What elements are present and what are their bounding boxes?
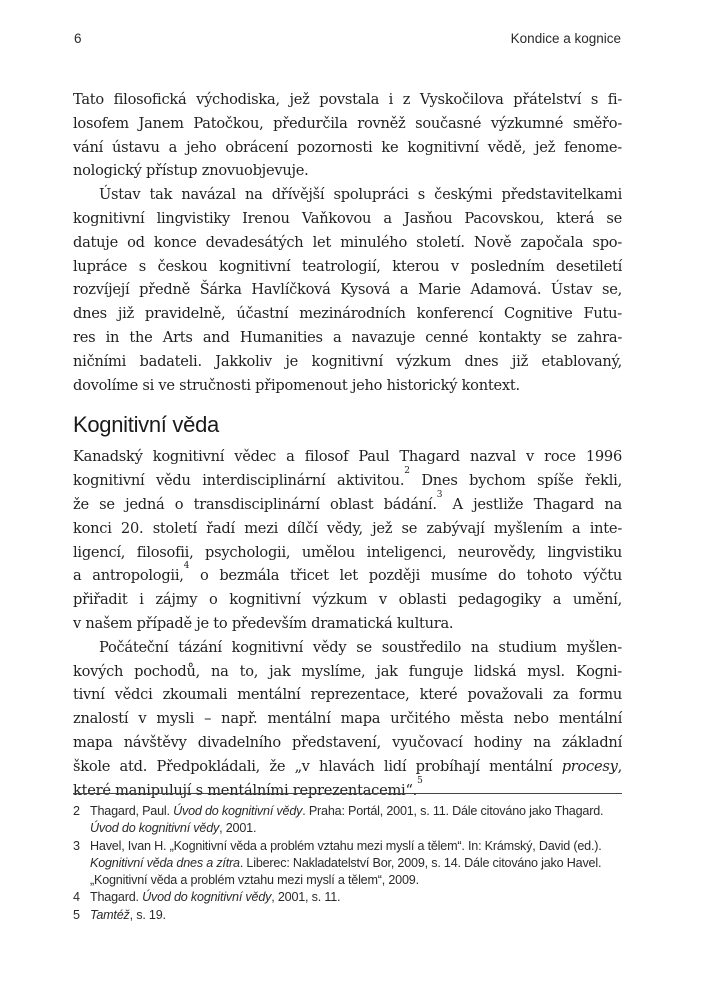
footnote-ref-5[interactable]: 5 — [417, 775, 423, 786]
body-text — [73, 88, 622, 802]
page-number: 6 — [74, 31, 82, 46]
paragraph-intro — [73, 88, 622, 183]
text-line: Počáteční tázání kognitivní vědy se soustředilo na studium myšlen- — [99, 638, 622, 656]
text-line — [73, 466, 622, 493]
footnote-number: 2 — [73, 804, 80, 818]
footnote-text — [90, 889, 633, 906]
footnote-4 — [73, 889, 633, 906]
text-line: konci 20. století řadí mezi dílčí vědy, jež se zabývají myšlením a inte- — [73, 519, 622, 537]
footnote-number: 3 — [73, 838, 80, 853]
footnote-number: 5 — [73, 907, 80, 922]
footnote-ref-4[interactable]: 4 — [183, 561, 190, 572]
text-line: dnes již pravidelně, účastní mezinárodních konferencí Cognitive Futu- — [73, 305, 622, 323]
text-line: v našem případě je to především dramatická kultura. — [73, 614, 454, 632]
paragraph-thagard — [73, 445, 622, 635]
footnote-2 — [73, 803, 633, 838]
footnote-text — [90, 838, 633, 890]
footnote-ref-2[interactable]: 2 — [404, 466, 410, 477]
paragraph-institute — [73, 183, 622, 397]
footnote-3 — [73, 838, 633, 890]
text-segment: Dnes bychom spíše řekli, — [409, 472, 622, 490]
text-line: rozvíjejí předně Šárka Havlíčková Kysová a Marie Adamová. Ústav se, — [73, 281, 622, 299]
footnote-divider — [73, 793, 622, 794]
text-segment: . Praha: Portál, 2001, s. 11. Dále citováno jako Thagard. — [302, 804, 604, 818]
text-line — [73, 561, 622, 588]
text-segment: kognitivní vědu interdisciplinární aktivitou. — [73, 472, 405, 490]
emphasis: procesy — [561, 757, 618, 775]
text-line: Ústav tak navázal na dřívější spolupráci s českými představitelkami — [99, 186, 622, 204]
text-line: ligencí, filosofii, psychologii, umělou inteligenci, neurovědy, lingvistiku — [73, 543, 622, 561]
text-segment: , 2001. — [219, 821, 257, 836]
footnote-number: 4 — [73, 890, 80, 905]
running-title: Kondice a kognice — [510, 31, 621, 46]
text-segment: A jestliže Thagard na — [442, 495, 622, 513]
text-line: kových pochodů, na to, jak myslíme, jak funguje lidská mysl. Kogni- — [73, 662, 622, 680]
text-line — [73, 775, 622, 803]
page-header — [74, 31, 621, 51]
text-line: mapa návštěvy divadelního představení, vyučovací hodiny na základní — [73, 733, 622, 751]
citation-title: Úvod do kognitivní vědy — [173, 804, 303, 818]
text-line: znalostí v mysli – např. mentální mapa určitého města nebo mentální — [73, 710, 622, 728]
citation-title: Kognitivní věda dnes a zítra — [90, 855, 240, 870]
text-segment: , s. 19. — [129, 907, 166, 922]
text-line: dovolíme si ve stručnosti připomenout jeho historický kontext. — [73, 376, 520, 394]
text-line: kognitivní lingvistiky Irenou Vaňkovou a Jasňou Pacovskou, která se — [73, 209, 622, 227]
text-segment: , 2001, s. 11. — [271, 890, 341, 905]
text-line: datuje od konce devadesátých let minulého století. Nově započala spo- — [73, 233, 622, 251]
text-line: Kanadský kognitivní vědec a filosof Paul Thagard nazval v roce 1996 — [73, 448, 622, 466]
text-line: lupráce s českou kognitivní teatrologií, kterou v posledním desetiletí — [73, 257, 622, 275]
text-segment: . Liberec: Nakladatelství Bor, 2009, s. 14. Dále citováno jako Havel. „Kognitivní věda a problém vztahu mezi myslí a tělem“, 2009. — [90, 855, 602, 888]
text-segment: , — [617, 757, 622, 775]
text-line: ničními badateli. Jakkoliv je kognitivní výzkum dnes již etablovaný, — [73, 352, 622, 370]
text-line: res in the Arts and Humanities a navazuje cenné kontakty se zahra- — [73, 328, 622, 346]
text-line: Tato filosofická východiska, jež povstala i z Vyskočilova přátelství s fi- — [73, 91, 622, 108]
paragraph-early-inquiry — [73, 636, 622, 803]
footnote-5 — [73, 907, 633, 924]
citation-title: Úvod do kognitivní vědy — [90, 821, 220, 836]
text-segment: Thagard. — [90, 890, 143, 905]
text-line: nologický přístup znovuobjevuje. — [73, 162, 309, 180]
text-line: vání ústavu a jeho obrácení pozornosti ke kognitivní vědě, jež fenome- — [73, 138, 622, 156]
text-line — [73, 489, 622, 517]
text-line — [73, 755, 622, 779]
footnote-text — [90, 803, 633, 838]
text-segment: Thagard, Paul. — [90, 804, 174, 818]
citation-title: Tamtéž — [90, 907, 130, 922]
section-heading: Kognitivní věda — [73, 412, 219, 438]
footnote-ref-3[interactable]: 3 — [436, 489, 443, 500]
text-segment: Havel, Ivan H. „Kognitivní věda a problém vztahu mezi myslí a tělem“. In: Krámský, David (ed.). — [90, 838, 602, 853]
text-segment: o bezmála třicet let později musíme do tohoto výčtu — [189, 567, 622, 585]
text-segment: že se jedná o transdisciplinární oblast bádání. — [73, 495, 437, 513]
footnote-text — [90, 907, 633, 924]
text-line: tivní vědci zkoumali mentální reprezentace, které považovali za formu — [73, 686, 622, 704]
text-segment: škole atd. Předpokládali, že „v hlavách lidí probíhají mentální — [73, 757, 562, 775]
text-line: přiřadit i zájmy o kognitivní výzkum v oblasti pedagogiky a umění, — [73, 591, 622, 609]
text-line: losofem Janem Patočkou, předurčila rovněž současné výzkumné směřo- — [73, 114, 622, 132]
citation-title: Úvod do kognitivní vědy — [142, 890, 272, 905]
text-segment: a antropologii, — [73, 567, 184, 585]
footnotes — [73, 803, 633, 924]
text-segment: které manipulují s mentálními reprezentacemi“. — [73, 781, 418, 799]
